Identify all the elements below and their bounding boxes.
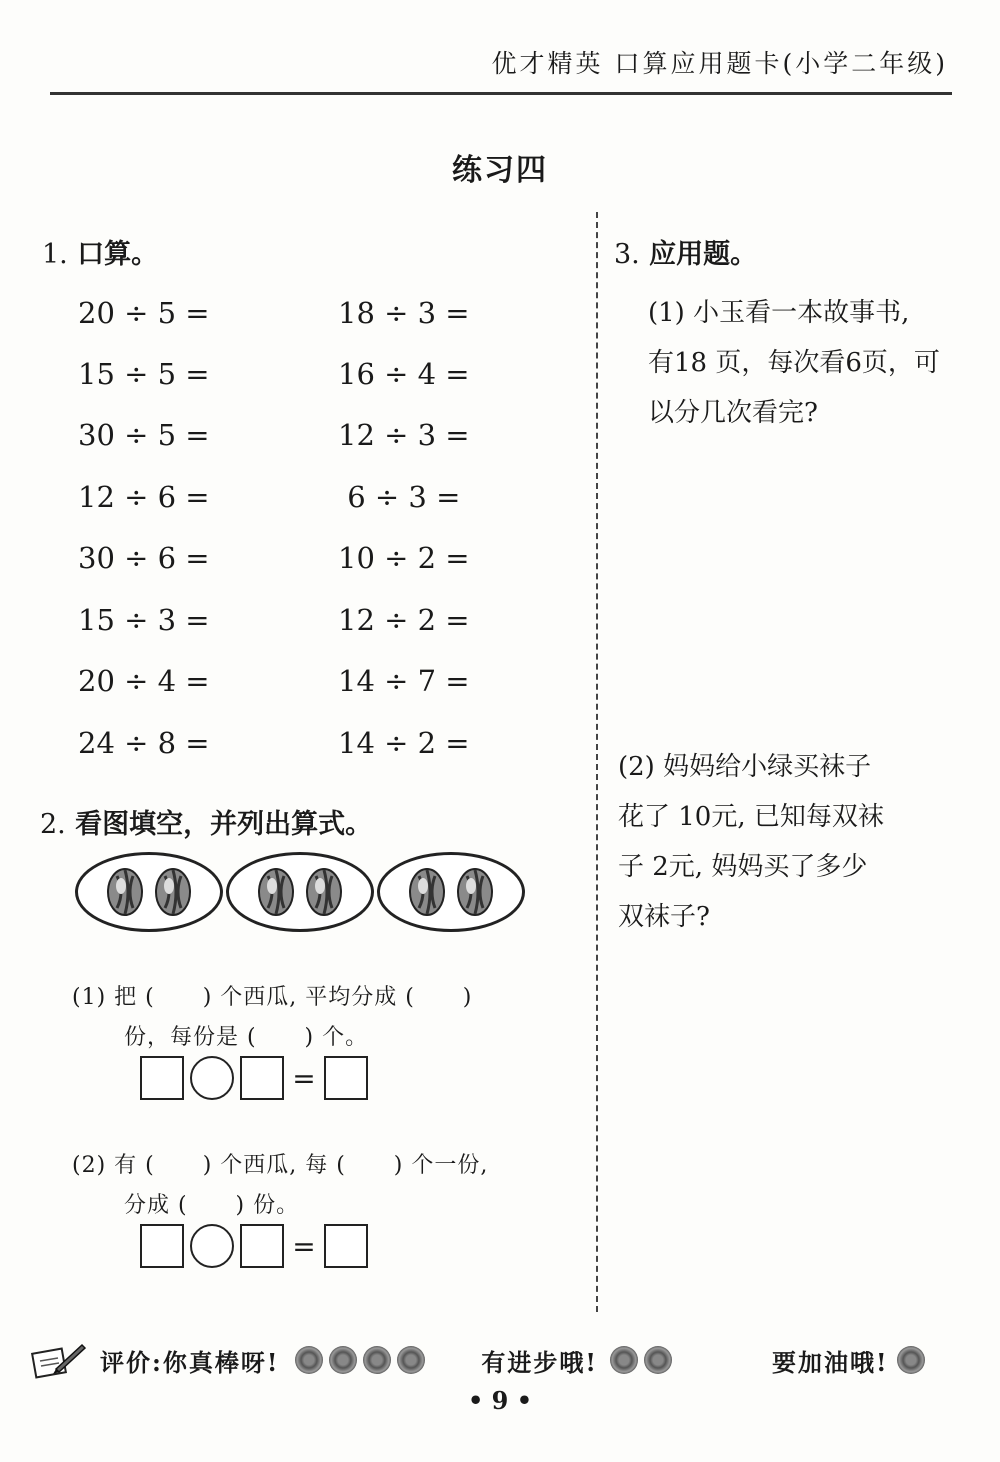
problem-line: 花了 10元, 已知每双袜 <box>618 802 884 832</box>
problem-line: 有18 页，每次看6页，可 <box>648 348 940 378</box>
equation: 30 ÷ 5 = <box>78 418 210 452</box>
watermelon-group <box>377 852 525 932</box>
answer-box[interactable] <box>240 1224 284 1268</box>
equation: 15 ÷ 3 = <box>78 603 210 637</box>
equation: 12 ÷ 6 = <box>78 480 210 514</box>
problem-line: (2) 妈妈给小绿买袜子 <box>618 752 872 782</box>
flower-icon <box>610 1346 638 1374</box>
section-1-heading <box>42 232 158 271</box>
problem-line: 双袜子? <box>618 902 710 932</box>
operator-circle[interactable] <box>190 1056 234 1100</box>
fill-blank-q1-line1: (1) 把 ( ) 个西瓜, 平均分成 ( ) <box>72 985 473 1010</box>
equation: 20 ÷ 5 = <box>78 296 210 330</box>
section-2-number: 2. <box>40 809 66 840</box>
equation: 12 ÷ 2 = <box>338 603 470 637</box>
word-problem-1 <box>648 288 948 438</box>
word-problem-2 <box>618 742 918 942</box>
answer-box[interactable] <box>140 1224 184 1268</box>
evaluation-encourage: 要加油哦! <box>771 1347 889 1377</box>
flower-icon <box>897 1346 925 1374</box>
watermelon-icon <box>153 866 193 918</box>
equation: 12 ÷ 3 = <box>338 418 470 452</box>
fill-blank-q2-line2: 分成 ( ) 份。 <box>124 1193 300 1218</box>
pencil-paper-icon <box>30 1341 86 1379</box>
page-title: 练习四 <box>452 153 548 188</box>
problem-line: (1) 小玉看一本故事书, <box>648 298 910 328</box>
watermelon-group <box>226 852 374 932</box>
evaluation-label: 评价:你真棒呀! <box>100 1347 280 1377</box>
flower-icon <box>644 1346 672 1374</box>
section-3-number: 3. <box>614 239 640 270</box>
equation: 14 ÷ 7 = <box>338 664 470 698</box>
answer-box[interactable] <box>324 1056 368 1100</box>
equation: 10 ÷ 2 = <box>338 541 470 575</box>
watermelon-icon <box>455 866 495 918</box>
equation: 14 ÷ 2 = <box>338 726 470 760</box>
section-3-heading <box>614 232 757 271</box>
flower-icon <box>397 1346 425 1374</box>
section-1-number: 1. <box>42 239 68 270</box>
answer-box[interactable] <box>240 1056 284 1100</box>
equation: 6 ÷ 3 = <box>338 480 461 514</box>
flower-icon <box>329 1346 357 1374</box>
fill-blank-q2-line1: (2) 有 ( ) 个西瓜, 每 ( ) 个一份, <box>72 1153 489 1178</box>
problem-line: 以分几次看完? <box>648 398 818 428</box>
flower-icon <box>295 1346 323 1374</box>
evaluation-progress: 有进步哦! <box>481 1347 598 1377</box>
section-2-label: 看图填空，并列出算式。 <box>75 809 373 840</box>
section-2-heading <box>40 802 372 841</box>
evaluation-bar <box>30 1340 970 1380</box>
fill-blank-q1-line2: 份，每份是 ( ) 个。 <box>124 1025 369 1050</box>
equation: 15 ÷ 5 = <box>78 357 210 391</box>
equation: 30 ÷ 6 = <box>78 541 210 575</box>
section-1-label: 口算。 <box>77 239 159 270</box>
equation: 16 ÷ 4 = <box>338 357 470 391</box>
header-title: 优才精英 口算应用题卡(小学二年级) <box>491 49 948 78</box>
equation: 24 ÷ 8 = <box>78 726 210 760</box>
formula-q2 <box>140 1224 368 1268</box>
equation: 20 ÷ 4 = <box>78 664 210 698</box>
header-rule <box>50 92 952 95</box>
section-3-label: 应用题。 <box>649 239 758 270</box>
watermelon-icon <box>256 866 296 918</box>
operator-circle[interactable] <box>190 1224 234 1268</box>
page-number: • 9 • <box>467 1386 533 1415</box>
watermelon-group <box>75 852 223 932</box>
watermelon-icon <box>105 866 145 918</box>
equals-sign: = <box>292 1061 316 1095</box>
formula-q1 <box>140 1056 368 1100</box>
equals-sign: = <box>292 1229 316 1263</box>
answer-box[interactable] <box>324 1224 368 1268</box>
problem-line: 子 2元, 妈妈买了多少 <box>618 852 868 882</box>
flower-icon <box>363 1346 391 1374</box>
column-divider <box>596 212 598 1312</box>
watermelon-icon <box>407 866 447 918</box>
answer-box[interactable] <box>140 1056 184 1100</box>
watermelon-icon <box>304 866 344 918</box>
equation: 18 ÷ 3 = <box>338 296 470 330</box>
